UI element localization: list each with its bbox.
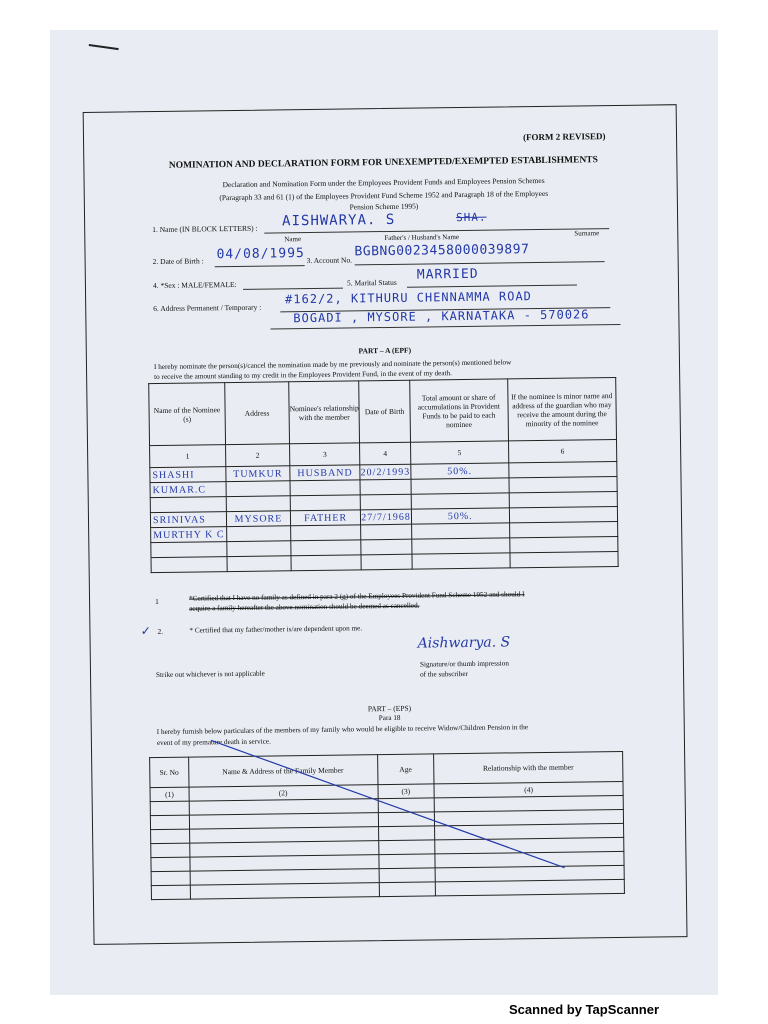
diagonal-ink-line	[211, 736, 565, 873]
col-number: 6	[508, 440, 617, 463]
part-a-intro-1: I hereby nominate the person(s)/cancel the nomination made by me previously and nominate the person(s) mentioned below	[153, 358, 512, 372]
signature-label-2: of the subscriber	[420, 669, 469, 679]
name-label: 1. Name (IN BLOCK LETTERS) :	[152, 223, 258, 235]
subscriber-signature: Aishwarya. S	[417, 634, 511, 652]
part-b-para: Para 18	[378, 713, 401, 723]
scanner-watermark: Scanned by TapScanner	[509, 1002, 660, 1017]
address-label: 6. Address Permanent / Temporary :	[153, 302, 262, 314]
name-sublabel: Name	[284, 235, 302, 244]
part-a-intro-2: to receive the amount standing to my credit in the Employees Provident Fund, in the event of my death.	[154, 369, 452, 382]
family-header-name-address: Name & Address of the Family Member	[188, 755, 377, 787]
account-value: BGBNG0023458000039897	[354, 242, 530, 260]
form-title: NOMINATION AND DECLARATION FORM FOR UNEXEMPTED/EXEMPTED ESTABLISHMENTS	[168, 155, 598, 171]
part-a-heading: PART – A (EPF)	[358, 345, 412, 356]
nominee-cell: SRINIVAS	[150, 512, 226, 528]
marital-value: MARRIED	[416, 266, 479, 283]
cancellation-stroke	[83, 94, 692, 950]
nominee-cell: SHASHI	[150, 467, 226, 483]
col-number: (3)	[377, 784, 434, 799]
family-header-age: Age	[377, 754, 434, 785]
address-line-1: #162/2, KITHURU CHENNAMMA ROAD	[285, 289, 532, 307]
dob-label: 2. Date of Birth :	[152, 256, 204, 267]
col-number: (4)	[434, 781, 623, 797]
col-number: 3	[290, 443, 360, 466]
nominee-cell: 20/2/1993	[360, 464, 411, 480]
nominee-cell: HUSBAND	[290, 465, 360, 481]
nominee-cell: MYSORE	[226, 511, 290, 527]
form-sheet	[83, 94, 692, 950]
col-number: 5	[410, 441, 508, 464]
certify-text-1b: acquire a family hereafter the above nomination should be deemed as cancelled.	[189, 601, 420, 613]
part-b-intro-2: event of my premature death in service.	[156, 737, 271, 748]
family-header-relationship: Relationship with the member	[434, 751, 623, 783]
name-value: AISHWARYA. S	[282, 211, 396, 230]
nominee-header-dob: Date of Birth	[359, 380, 410, 443]
form-subtitle-1: Declaration and Nomination Form under the Employees Provident Funds and Employees Pension Schemes	[222, 175, 545, 190]
account-label: 3. Account No.	[306, 255, 353, 266]
col-number: (1)	[150, 787, 189, 802]
col-number: 4	[360, 442, 411, 465]
certify-number-1: 1	[155, 597, 159, 607]
strike-note: Strike out whichever is not applicable	[155, 669, 265, 680]
nominee-cell: KUMAR.C	[150, 482, 226, 498]
certify-number-2: 2.	[157, 626, 164, 637]
certify-text-2: * Certified that my father/mother is/are dependent upon me.	[189, 624, 363, 635]
nominee-header-guardian: If the nominee is minor name and address of the guardian who may receive the amount during the minority of the nominee	[507, 378, 616, 441]
signature-label-1: Signature/or thumb impression	[419, 659, 510, 669]
nominee-cell: 50%.	[411, 463, 509, 479]
nominee-header-name: Name of the Nominee (s)	[149, 383, 226, 446]
address-line-2: BOGADI , MYSORE , KARNATAKA - 570026	[293, 307, 590, 326]
nominee-cell: 27/7/1968	[361, 509, 412, 525]
certify-text-1a: *Certified that I have no family as defined in para 2 (g) of the Employees Provident Fund Scheme 1952 and should I	[188, 590, 525, 603]
tick-mark: ✓	[141, 623, 152, 640]
col-number: 2	[225, 444, 289, 467]
col-number: (2)	[189, 785, 378, 801]
nominee-header-address: Address	[225, 382, 290, 445]
nominee-header-relationship: Nominee's relationship with the member	[289, 381, 360, 444]
surname-sublabel: Surname	[574, 229, 600, 238]
part-b-intro-1: I hereby furnish below particulars of the members of my family who would be eligible to receive Widow/Children Pension in the	[156, 723, 529, 737]
form-subtitle-2: (Paragraph 33 and 61 (1) of the Employees Provident Fund Scheme 1952 and Paragraph 18 of the Employees	[219, 188, 549, 203]
marital-label: 5. Marital Status	[346, 277, 397, 288]
name-struck-text: SHA.	[455, 210, 487, 225]
dob-value: 04/08/1995	[216, 246, 305, 263]
nominee-cell: TUMKUR	[226, 466, 290, 482]
col-number: 1	[150, 445, 226, 468]
nominee-cell: FATHER	[290, 510, 360, 526]
form-subtitle-3: Pension Scheme 1995)	[349, 201, 419, 212]
nominee-header-share: Total amount or share of accumulations in Provident Funds to be paid to each nominee	[409, 379, 508, 442]
nominee-cell: MURTHY K C	[151, 527, 227, 543]
form-tag: (FORM 2 REVISED)	[522, 131, 606, 143]
father-sublabel: Father's / Husband's Name	[384, 233, 460, 243]
nominee-cell: 50%.	[411, 508, 509, 524]
sex-label: 4. *Sex : MALE/FEMALE:	[152, 279, 237, 291]
family-header-srno: Sr. No	[150, 757, 189, 788]
part-b-heading: PART – (EPS)	[367, 703, 412, 714]
